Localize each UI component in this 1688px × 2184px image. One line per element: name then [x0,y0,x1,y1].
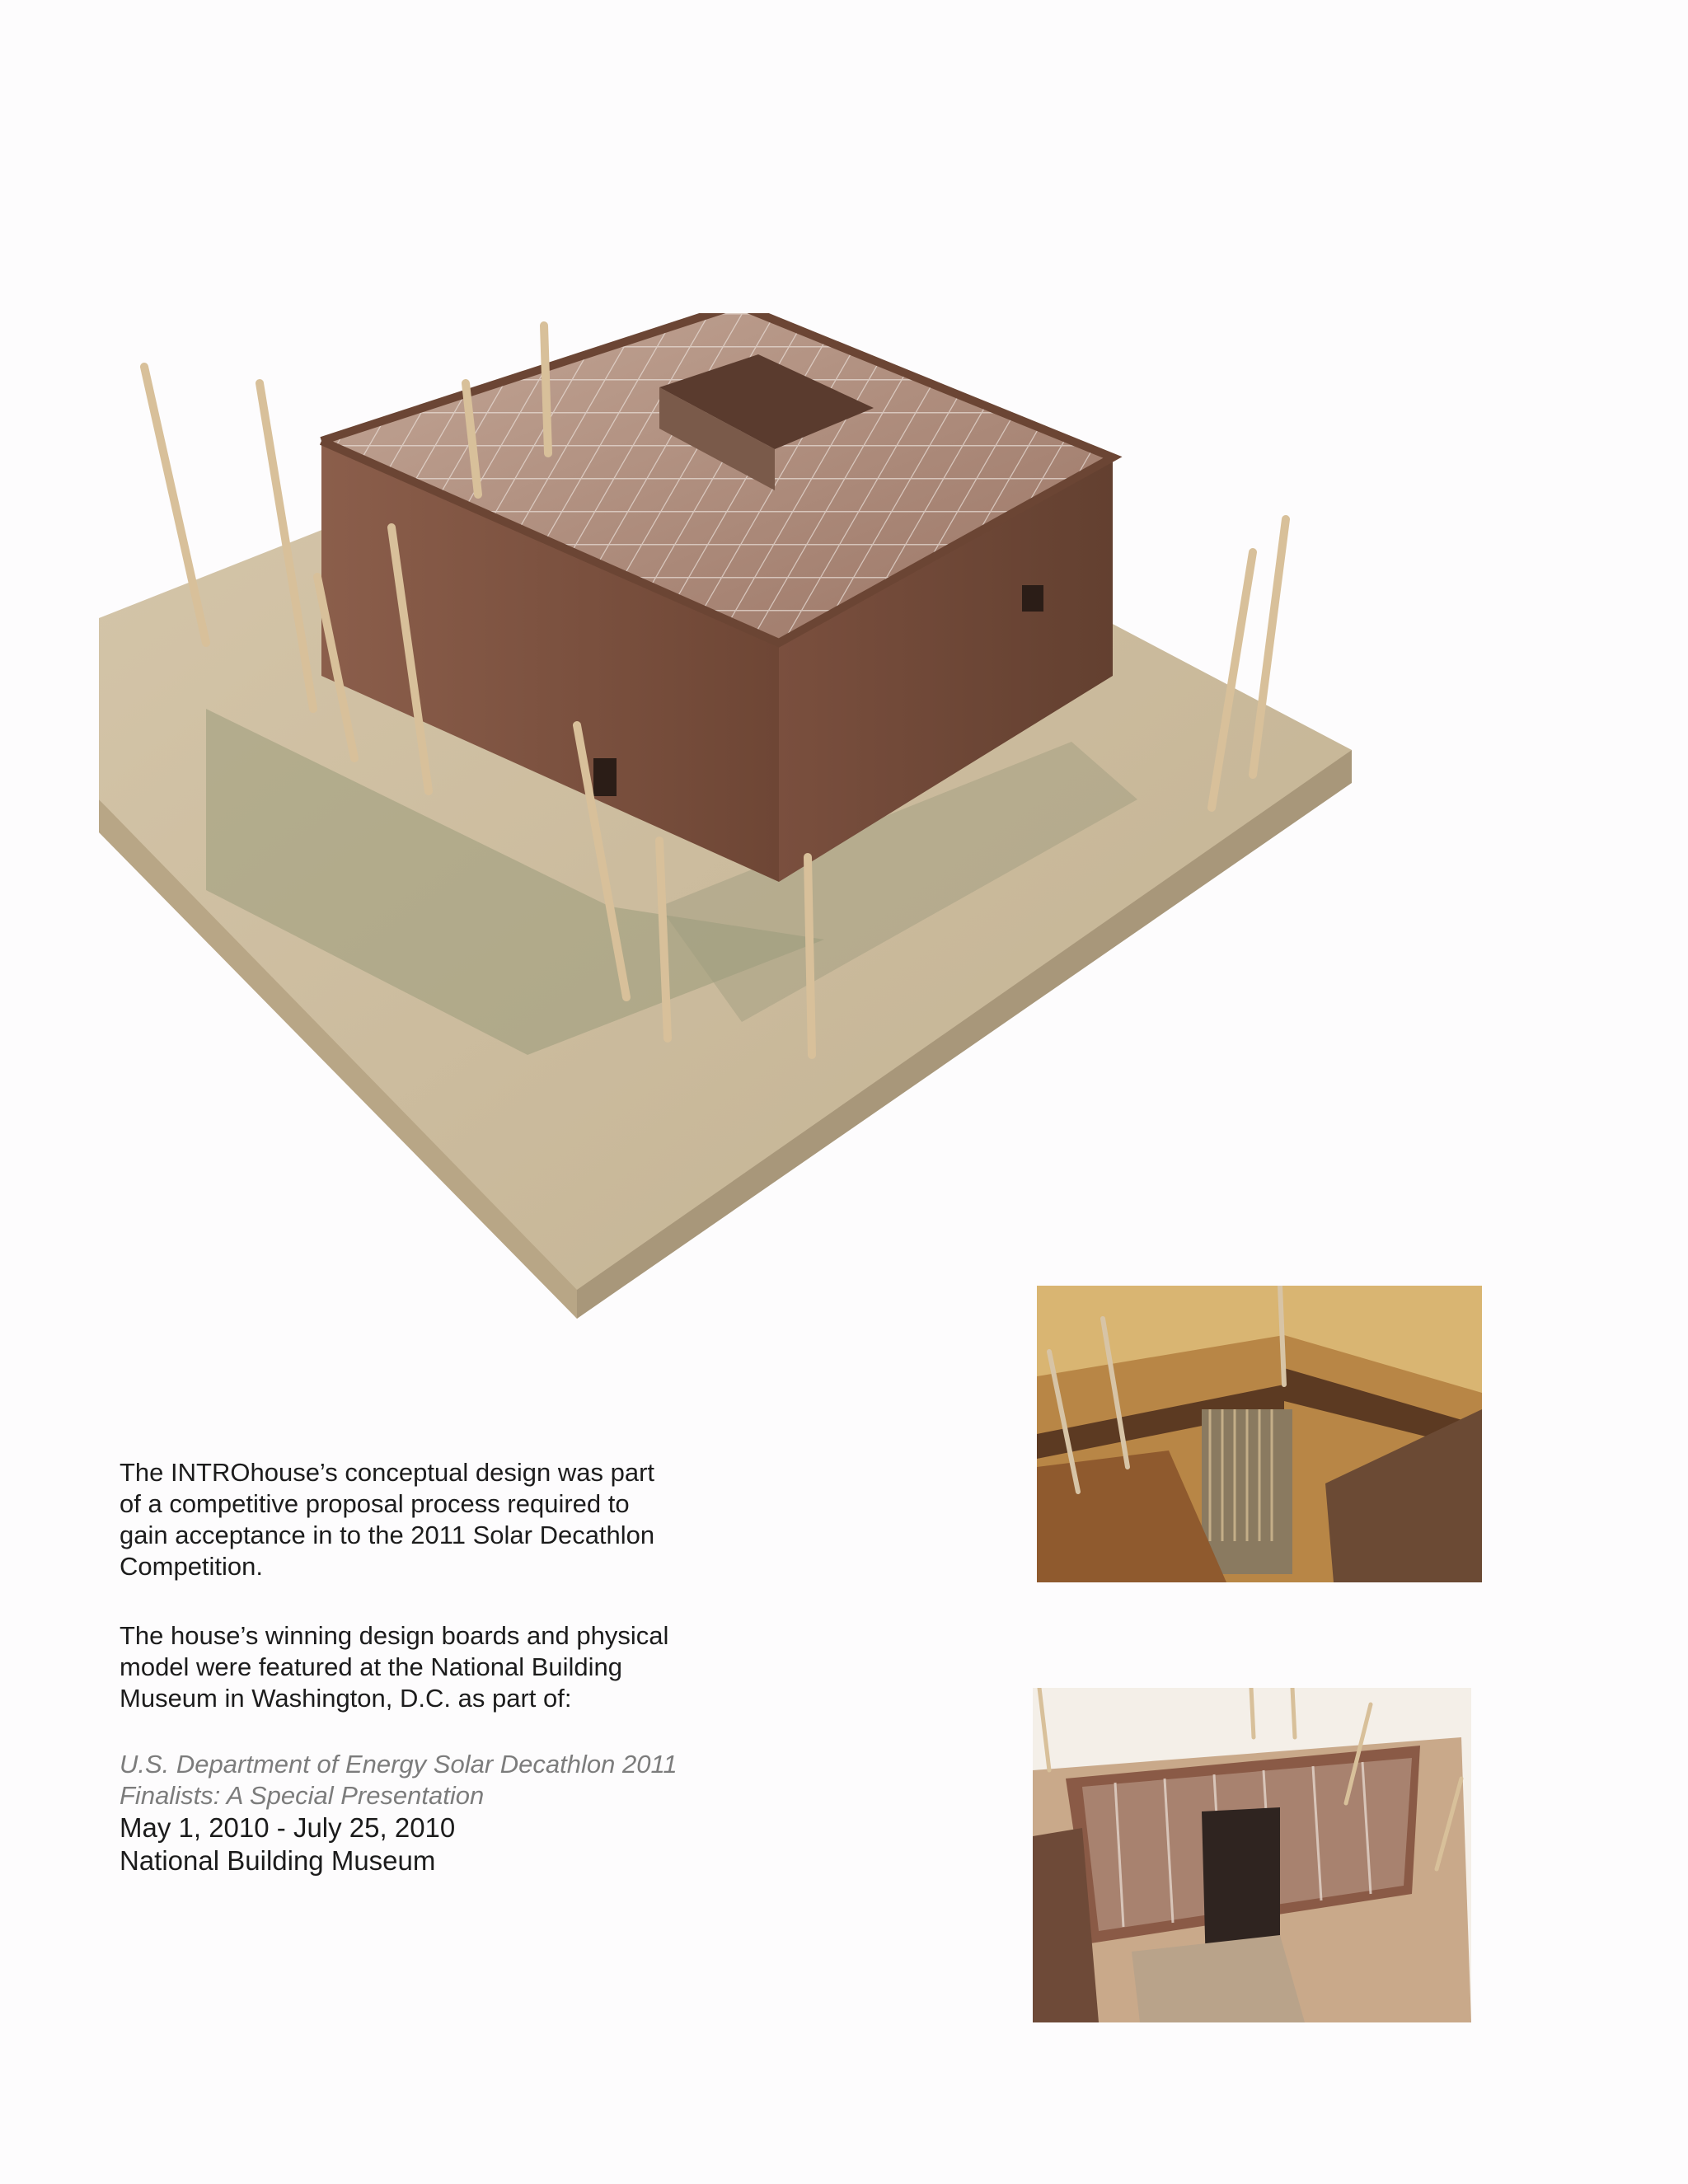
museum-line: The house’s winning design boards and physical [120,1621,669,1650]
exhibit-title [120,1749,713,1811]
exhibit-title-line: U.S. Department of Energy Solar Decathlon 2011 [120,1750,678,1779]
model-detail-photo-2 [1033,1688,1471,2022]
intro-line: of a competitive proposal process required to [120,1489,630,1518]
house-model-photo [82,313,1401,1319]
event-info [120,1811,713,1877]
event-venue: National Building Museum [120,1845,436,1876]
intro-line: gain acceptance in to the 2011 Solar Decathlon [120,1521,655,1549]
museum-line: model were featured at the National Building [120,1652,623,1681]
intro-line: Competition. [120,1552,264,1581]
museum-line: Museum in Washington, D.C. as part of: [120,1684,572,1713]
model-detail-photo-1 [1037,1286,1482,1582]
event-dates: May 1, 2010 - July 25, 2010 [120,1812,456,1843]
exhibit-title-line: Finalists: A Special Presentation [120,1781,485,1810]
intro-paragraph [120,1457,713,1582]
intro-line: The INTROhouse’s conceptual design was part [120,1458,655,1487]
museum-paragraph [120,1620,713,1714]
